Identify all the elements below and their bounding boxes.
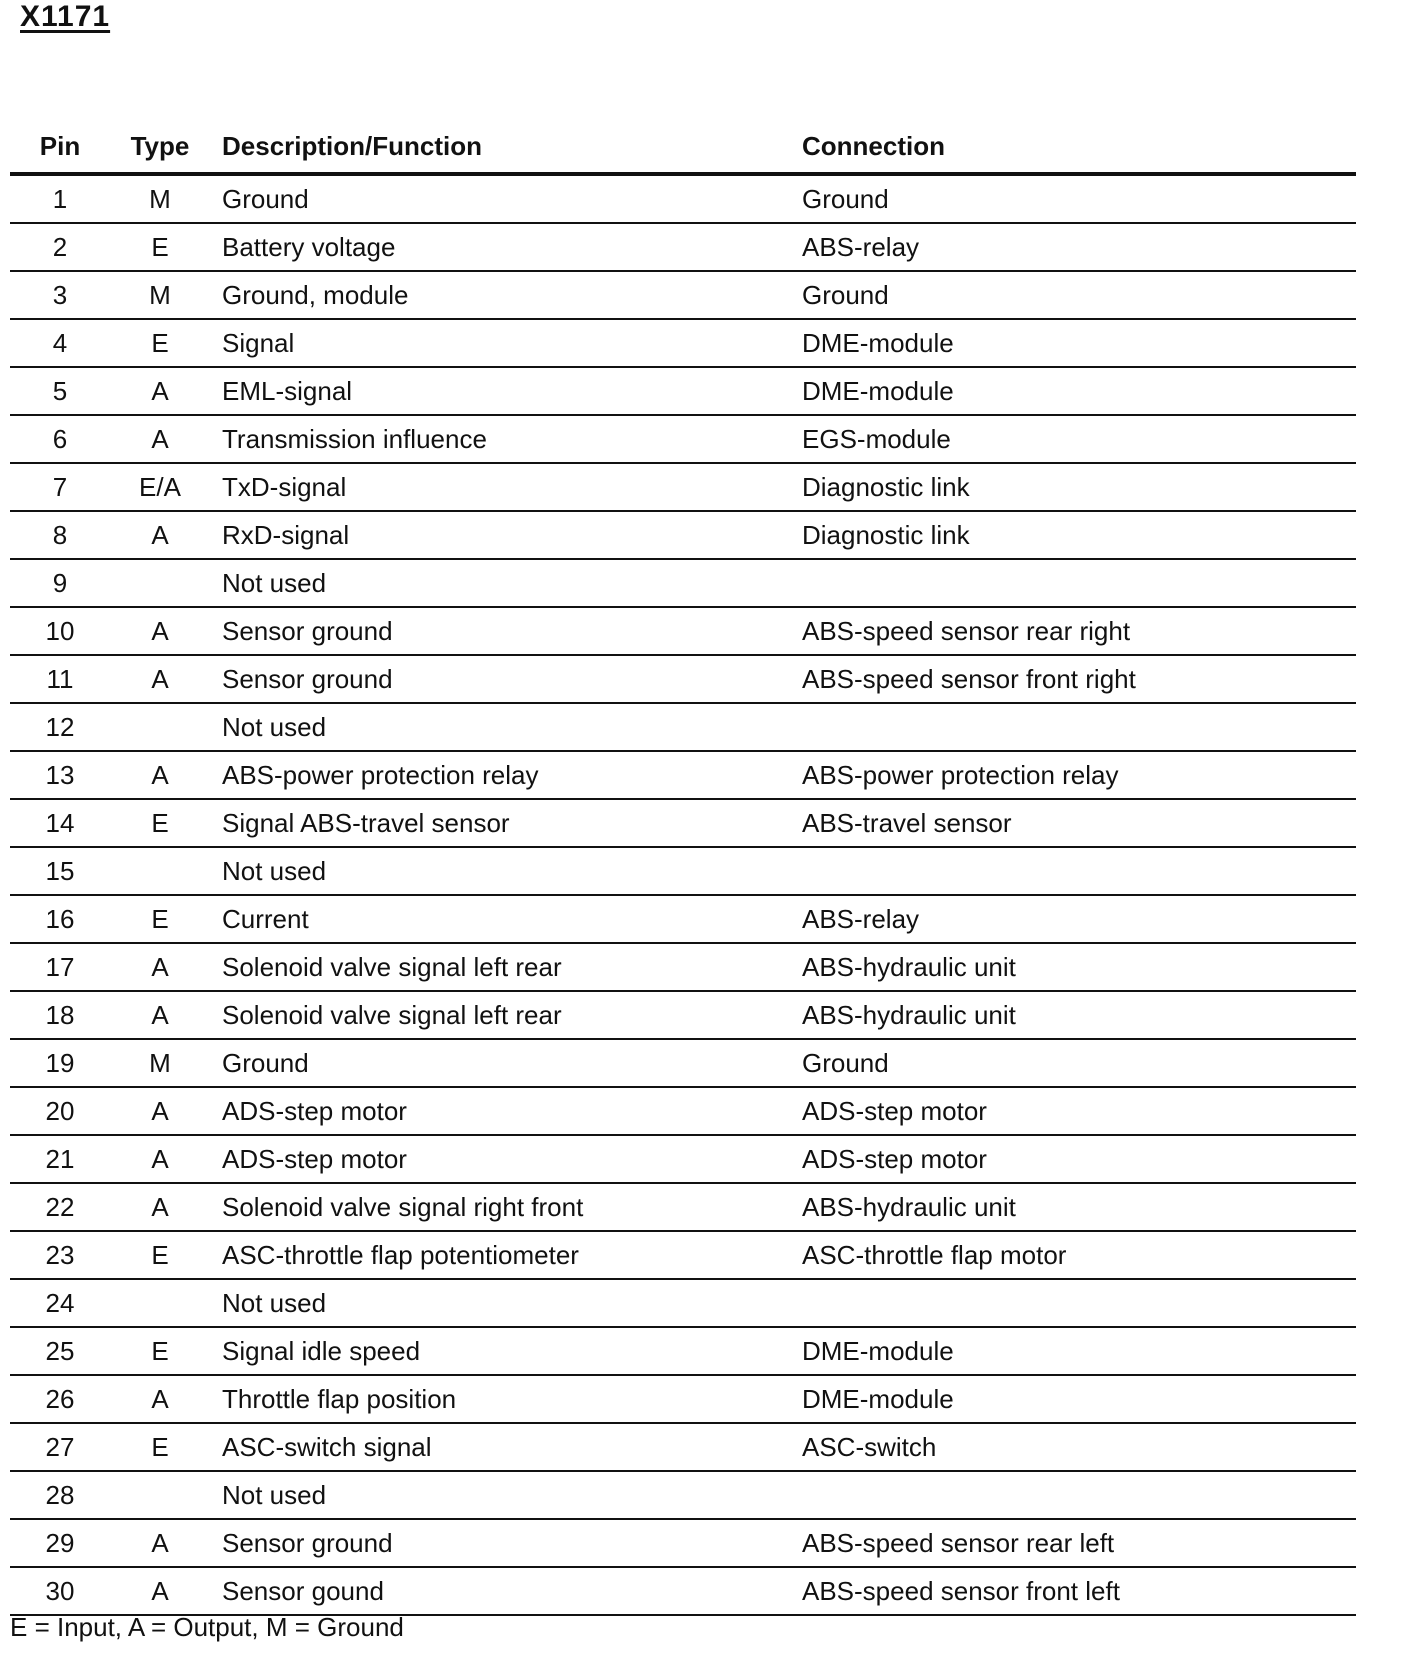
description-cell: ADS-step motor [210, 1087, 780, 1135]
connection-cell [780, 1279, 1356, 1327]
pin-cell: 16 [10, 895, 110, 943]
type-cell: E [110, 319, 210, 367]
connection-cell: ABS-relay [780, 895, 1356, 943]
pin-cell: 8 [10, 511, 110, 559]
pin-cell: 23 [10, 1231, 110, 1279]
description-cell: Throttle flap position [210, 1375, 780, 1423]
type-cell: E [110, 895, 210, 943]
connection-cell: Ground [780, 174, 1356, 223]
type-cell: E/A [110, 463, 210, 511]
header-type: Type [110, 120, 210, 174]
type-cell: A [110, 751, 210, 799]
table-row [10, 1327, 1356, 1375]
description-cell: Signal [210, 319, 780, 367]
connection-cell: ABS-speed sensor front left [780, 1567, 1356, 1615]
pin-cell: 20 [10, 1087, 110, 1135]
table-row [10, 223, 1356, 271]
connection-cell [780, 1471, 1356, 1519]
description-cell: ASC-switch signal [210, 1423, 780, 1471]
connection-cell: ABS-hydraulic unit [780, 1183, 1356, 1231]
pin-cell: 19 [10, 1039, 110, 1087]
pin-cell: 9 [10, 559, 110, 607]
connection-cell [780, 847, 1356, 895]
table-row [10, 895, 1356, 943]
type-cell: E [110, 1423, 210, 1471]
table-row [10, 655, 1356, 703]
connection-cell: Diagnostic link [780, 463, 1356, 511]
type-cell [110, 847, 210, 895]
description-cell: Current [210, 895, 780, 943]
type-cell: A [110, 655, 210, 703]
connection-cell: ABS-speed sensor rear right [780, 607, 1356, 655]
pin-cell: 26 [10, 1375, 110, 1423]
pin-cell: 13 [10, 751, 110, 799]
header-description: Description/Function [210, 120, 780, 174]
type-cell: A [110, 1567, 210, 1615]
description-cell: Signal ABS-travel sensor [210, 799, 780, 847]
type-cell [110, 703, 210, 751]
connection-cell: ABS-speed sensor front right [780, 655, 1356, 703]
pin-cell: 30 [10, 1567, 110, 1615]
header-connection: Connection [780, 120, 1356, 174]
pin-cell: 17 [10, 943, 110, 991]
description-cell: TxD-signal [210, 463, 780, 511]
connection-cell: DME-module [780, 1375, 1356, 1423]
description-cell: Transmission influence [210, 415, 780, 463]
pin-cell: 15 [10, 847, 110, 895]
pin-cell: 4 [10, 319, 110, 367]
description-cell: Sensor ground [210, 655, 780, 703]
description-cell: EML-signal [210, 367, 780, 415]
table-row [10, 1039, 1356, 1087]
table-row [10, 511, 1356, 559]
pin-cell: 21 [10, 1135, 110, 1183]
table-row [10, 271, 1356, 319]
connection-cell: ABS-power protection relay [780, 751, 1356, 799]
document-title: X1171 [20, 0, 111, 33]
type-cell: A [110, 991, 210, 1039]
table-row [10, 703, 1356, 751]
connection-cell: DME-module [780, 319, 1356, 367]
type-cell: A [110, 511, 210, 559]
connection-cell: ADS-step motor [780, 1135, 1356, 1183]
header-pin: Pin [10, 120, 110, 174]
type-cell [110, 1279, 210, 1327]
table-header-row [10, 120, 1356, 174]
connection-cell [780, 703, 1356, 751]
connection-cell: ABS-travel sensor [780, 799, 1356, 847]
connection-cell: ASC-switch [780, 1423, 1356, 1471]
type-cell: M [110, 271, 210, 319]
description-cell: ASC-throttle flap potentiometer [210, 1231, 780, 1279]
type-legend: E = Input, A = Output, M = Ground [10, 1612, 404, 1642]
pin-cell: 1 [10, 174, 110, 223]
type-cell: A [110, 943, 210, 991]
pin-cell: 22 [10, 1183, 110, 1231]
connection-cell [780, 559, 1356, 607]
table-row [10, 943, 1356, 991]
pin-cell: 27 [10, 1423, 110, 1471]
table-row [10, 799, 1356, 847]
pin-cell: 5 [10, 367, 110, 415]
type-cell: A [110, 415, 210, 463]
description-cell: Not used [210, 703, 780, 751]
type-cell: A [110, 607, 210, 655]
pin-cell: 3 [10, 271, 110, 319]
connection-cell: Diagnostic link [780, 511, 1356, 559]
connection-cell: ABS-hydraulic unit [780, 943, 1356, 991]
pin-cell: 10 [10, 607, 110, 655]
table-row [10, 1423, 1356, 1471]
table-row [10, 559, 1356, 607]
table-row [10, 991, 1356, 1039]
pin-cell: 11 [10, 655, 110, 703]
pin-cell: 24 [10, 1279, 110, 1327]
description-cell: Signal idle speed [210, 1327, 780, 1375]
table-row [10, 1519, 1356, 1567]
table-row [10, 847, 1356, 895]
connection-cell: DME-module [780, 367, 1356, 415]
table-row [10, 1087, 1356, 1135]
pin-cell: 12 [10, 703, 110, 751]
description-cell: RxD-signal [210, 511, 780, 559]
description-cell: ADS-step motor [210, 1135, 780, 1183]
table-row [10, 1471, 1356, 1519]
type-cell: E [110, 799, 210, 847]
type-cell: A [110, 1135, 210, 1183]
pin-cell: 6 [10, 415, 110, 463]
type-cell: A [110, 1375, 210, 1423]
description-cell: Battery voltage [210, 223, 780, 271]
connection-cell: EGS-module [780, 415, 1356, 463]
connection-cell: ASC-throttle flap motor [780, 1231, 1356, 1279]
type-cell: E [110, 1327, 210, 1375]
table-row [10, 1183, 1356, 1231]
description-cell: Ground [210, 174, 780, 223]
connection-cell: ADS-step motor [780, 1087, 1356, 1135]
description-cell: Sensor ground [210, 1519, 780, 1567]
description-cell: Ground, module [210, 271, 780, 319]
description-cell: Solenoid valve signal left rear [210, 943, 780, 991]
pin-cell: 7 [10, 463, 110, 511]
type-cell: E [110, 223, 210, 271]
description-cell: Solenoid valve signal left rear [210, 991, 780, 1039]
pin-cell: 2 [10, 223, 110, 271]
description-cell: Not used [210, 559, 780, 607]
table-row [10, 607, 1356, 655]
type-cell: A [110, 1087, 210, 1135]
description-cell: Sensor ground [210, 607, 780, 655]
type-cell [110, 1471, 210, 1519]
type-cell [110, 559, 210, 607]
connection-cell: Ground [780, 1039, 1356, 1087]
table-row [10, 319, 1356, 367]
table-body [10, 174, 1356, 1615]
table-row [10, 1375, 1356, 1423]
table-row [10, 174, 1356, 223]
description-cell: Sensor gound [210, 1567, 780, 1615]
pin-cell: 25 [10, 1327, 110, 1375]
connection-cell: DME-module [780, 1327, 1356, 1375]
pin-cell: 18 [10, 991, 110, 1039]
description-cell: Solenoid valve signal right front [210, 1183, 780, 1231]
description-cell: Not used [210, 847, 780, 895]
type-cell: A [110, 1519, 210, 1567]
connection-cell: Ground [780, 271, 1356, 319]
type-cell: E [110, 1231, 210, 1279]
connection-cell: ABS-hydraulic unit [780, 991, 1356, 1039]
table-row [10, 1231, 1356, 1279]
type-cell: A [110, 1183, 210, 1231]
description-cell: ABS-power protection relay [210, 751, 780, 799]
table-row [10, 1135, 1356, 1183]
table-row [10, 751, 1356, 799]
type-cell: A [110, 367, 210, 415]
table-row [10, 367, 1356, 415]
description-cell: Not used [210, 1279, 780, 1327]
table-row [10, 463, 1356, 511]
table-row [10, 1567, 1356, 1615]
table-row [10, 415, 1356, 463]
connection-cell: ABS-relay [780, 223, 1356, 271]
connection-cell: ABS-speed sensor rear left [780, 1519, 1356, 1567]
pin-cell: 14 [10, 799, 110, 847]
type-cell: M [110, 174, 210, 223]
description-cell: Not used [210, 1471, 780, 1519]
pin-cell: 29 [10, 1519, 110, 1567]
table-row [10, 1279, 1356, 1327]
description-cell: Ground [210, 1039, 780, 1087]
pin-assignment-table [10, 120, 1356, 1616]
type-cell: M [110, 1039, 210, 1087]
pin-cell: 28 [10, 1471, 110, 1519]
